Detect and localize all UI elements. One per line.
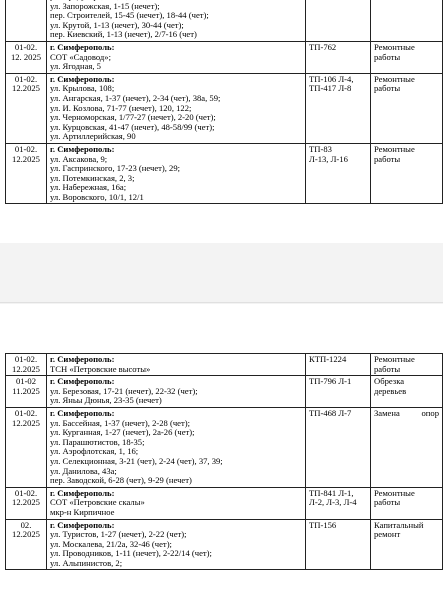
address-line: ТСН «Петровские высоты» — [50, 363, 151, 374]
page-separator — [0, 302, 443, 303]
address-line: ул. Туристов, 1-27 (нечет), 2-22 (чет); — [50, 529, 187, 540]
work-type-cell — [371, 487, 443, 519]
date-cell — [6, 487, 47, 519]
address-cell — [47, 0, 306, 41]
address-cell — [47, 143, 306, 204]
page-gap — [0, 243, 443, 305]
city-name: г. Симферополь: — [50, 487, 115, 498]
substation-text: ТП-156 — [309, 519, 337, 530]
city-name: г. Симферополь: — [50, 407, 115, 418]
address-line: ул. Потемкинская, 2, 3; — [50, 172, 135, 183]
substation-cell — [306, 0, 371, 41]
substation-text: Л-13, Л-16 — [309, 153, 348, 164]
date-text: 11.2025 — [12, 385, 40, 396]
schedule-table-bottom — [5, 353, 443, 570]
date-text: 01-02. — [14, 354, 38, 364]
address-cell — [47, 73, 306, 143]
date-text: 01-02. — [14, 143, 38, 154]
address-line: ул. Березовая, 17-21 (нечет), 22-32 (чет); — [50, 385, 198, 396]
address-line: СОТ «Садовод»; — [50, 51, 111, 62]
address-line: ул. Парашютистов, 18-35; — [50, 436, 145, 447]
city-name: г. Симферополь: — [50, 73, 115, 84]
city-name: г. Симферополь: — [50, 354, 115, 364]
date-text: 12.2025 — [12, 417, 40, 428]
work-type-cell — [371, 73, 443, 143]
address-line: ул. Ангарская, 1-37 (нечет), 2-34 (чет), 38а, 59; — [50, 92, 221, 103]
substation-text: ТП-841 Л-1, — [309, 487, 354, 498]
table-row — [6, 143, 443, 204]
substation-cell — [306, 41, 371, 73]
work-type-text: Ремонтные — [374, 73, 415, 84]
date-cell — [6, 354, 47, 376]
address-cell — [47, 487, 306, 519]
substation-text: ТП-762 — [309, 41, 337, 52]
address-line: ул. Яньы Дюнья, 23-35 (нечет) — [50, 395, 162, 406]
address-line: ул. Набережная, 16а; — [50, 182, 127, 193]
document-page-top — [0, 0, 443, 243]
substation-cell — [306, 376, 371, 408]
work-type-cell — [371, 519, 443, 570]
address-line: пер. Строителей, 15-45 (нечет), 18-44 (чет); — [50, 10, 209, 21]
date-text: 12.2025 — [12, 83, 40, 94]
date-text: 01-02. — [14, 41, 38, 52]
substation-cell — [306, 487, 371, 519]
address-line: ул. Селекционная, 3-21 (чет), 2-24 (чет), 37, 39; — [50, 455, 223, 466]
table-row — [6, 354, 443, 376]
address-line: ул. Аэрофлотская, 1, 16; — [50, 446, 139, 457]
address-line: ул. Крылова, 108; — [50, 83, 115, 94]
date-cell — [6, 376, 47, 408]
date-cell — [6, 41, 47, 73]
date-text: 01-02. — [14, 73, 38, 84]
work-type-text: Ремонтные — [374, 487, 415, 498]
address-line: ул. Проводников, 1-11 (нечет), 2-22/14 (чет); — [50, 548, 212, 559]
table-row-continued — [6, 0, 443, 41]
substation-cell — [306, 407, 371, 487]
table-row — [6, 376, 443, 408]
table-row — [6, 519, 443, 570]
work-type-cell — [371, 41, 443, 73]
address-line: ул. Аксакова, 9; — [50, 153, 108, 164]
table-row — [6, 407, 443, 487]
address-cell — [47, 376, 306, 408]
date-cell — [6, 73, 47, 143]
address-cell — [47, 41, 306, 73]
address-line: ул. Артиллерийская, 90 — [50, 131, 136, 142]
date-text: 02. — [20, 519, 32, 530]
work-type-text: Ремонтные — [374, 41, 415, 52]
address-line: СОТ «Петровские скалы» — [50, 497, 145, 508]
substation-text: ТП-796 Л-1 — [309, 376, 352, 387]
work-type-text: Капитальный — [374, 519, 424, 530]
address-line: ул. Запорожская, 1-15 (нечет); — [50, 0, 160, 11]
substation-text: КТП-1224 — [309, 354, 347, 364]
work-type-text: работы — [374, 497, 401, 508]
address-line: ул. Гаспринского, 17-23 (нечет), 29; — [50, 163, 181, 174]
city-name: г. Симферополь: — [50, 376, 115, 387]
document-page-bottom — [0, 304, 443, 600]
work-type-text: ремонт — [374, 529, 401, 540]
address-line: пер. Заводской, 6-28 (чет), 9-29 (нечет) — [50, 475, 192, 486]
substation-cell — [306, 519, 371, 570]
address-line: ул. Черноморская, 1/77-27 (нечет), 2-20 (чет); — [50, 112, 216, 123]
work-type-text: Обрезка — [374, 376, 405, 387]
date-cell — [6, 519, 47, 570]
work-type-text: работы — [374, 83, 401, 94]
address-line: ул. Крутой, 1-13 (нечет), 30-44 (чет); — [50, 19, 184, 30]
substation-cell — [306, 143, 371, 204]
address-line: ул. Данилова, 43а; — [50, 465, 117, 476]
table-row — [6, 73, 443, 143]
work-type-cell — [371, 143, 443, 204]
address-line: ул. И. Козлова, 71-77 (нечет), 120, 122; — [50, 102, 192, 113]
substation-text: ТП-83 — [309, 143, 332, 154]
date-text: 01-02. — [14, 487, 38, 498]
address-line: ул. Альпинистов, 2; — [50, 557, 123, 568]
date-text: 12.2025 — [12, 497, 40, 508]
substation-text: ТП-417 Л-8 — [309, 83, 352, 94]
work-type-text: Ремонтные — [374, 143, 415, 154]
address-line: ул. Курганная, 1-27 (нечет), 2а-26 (чет); — [50, 427, 195, 438]
substation-text: ТП-106 Л-4, — [309, 73, 354, 84]
table-row — [6, 41, 443, 73]
address-line: пер. Киевский, 1-13 (нечет), 2/7-16 (чет) — [50, 29, 197, 40]
work-type-text: Замена опор — [374, 407, 439, 418]
date-text: 12.2025 — [12, 153, 40, 164]
date-cell — [6, 143, 47, 204]
work-type-text: Ремонтные — [374, 354, 415, 364]
work-type-cell — [371, 376, 443, 408]
address-line: ул. Москалева, 21/2а, 32-46 (чет); — [50, 538, 172, 549]
date-cell — [6, 407, 47, 487]
address-line: ул. Ягодная, 5 — [50, 61, 101, 72]
city-name: г. Симферополь: — [50, 519, 115, 530]
date-text: 12.2025 — [12, 363, 40, 374]
address-line: ул. Воровского, 10/1, 12/1 — [50, 191, 144, 202]
work-type-text: деревьев — [374, 385, 407, 396]
address-cell — [47, 354, 306, 376]
table-row — [6, 487, 443, 519]
substation-text: Л-2, Л-3, Л-4 — [309, 497, 357, 508]
date-cell — [6, 0, 47, 41]
schedule-table-top — [5, 0, 443, 204]
substation-cell — [306, 354, 371, 376]
address-cell — [47, 519, 306, 570]
substation-text: ТП-468 Л-7 — [309, 407, 352, 418]
work-type-cell — [371, 0, 443, 41]
address-line: ул. Курцовская, 41-47 (нечет), 48-58/99 (чет); — [50, 121, 215, 132]
work-type-text: работы — [374, 51, 401, 62]
date-text: 12.2025 — [12, 529, 40, 540]
work-type-cell — [371, 407, 443, 487]
work-type-text: работы — [374, 153, 401, 164]
date-text: 01-02 — [15, 376, 37, 387]
address-cell — [47, 407, 306, 487]
date-text: 01-02. — [14, 407, 38, 418]
work-type-text: работы — [374, 363, 401, 374]
city-name: г. Симферополь: — [50, 143, 115, 154]
date-text: 12. 2025 — [10, 51, 42, 62]
work-type-cell — [371, 354, 443, 376]
address-line: ул. Бассейная, 1-37 (нечет), 2-28 (чет); — [50, 417, 190, 428]
substation-cell — [306, 73, 371, 143]
address-line: мкр-н Кирпичное — [50, 506, 115, 517]
city-name: г. Симферополь: — [50, 41, 115, 52]
